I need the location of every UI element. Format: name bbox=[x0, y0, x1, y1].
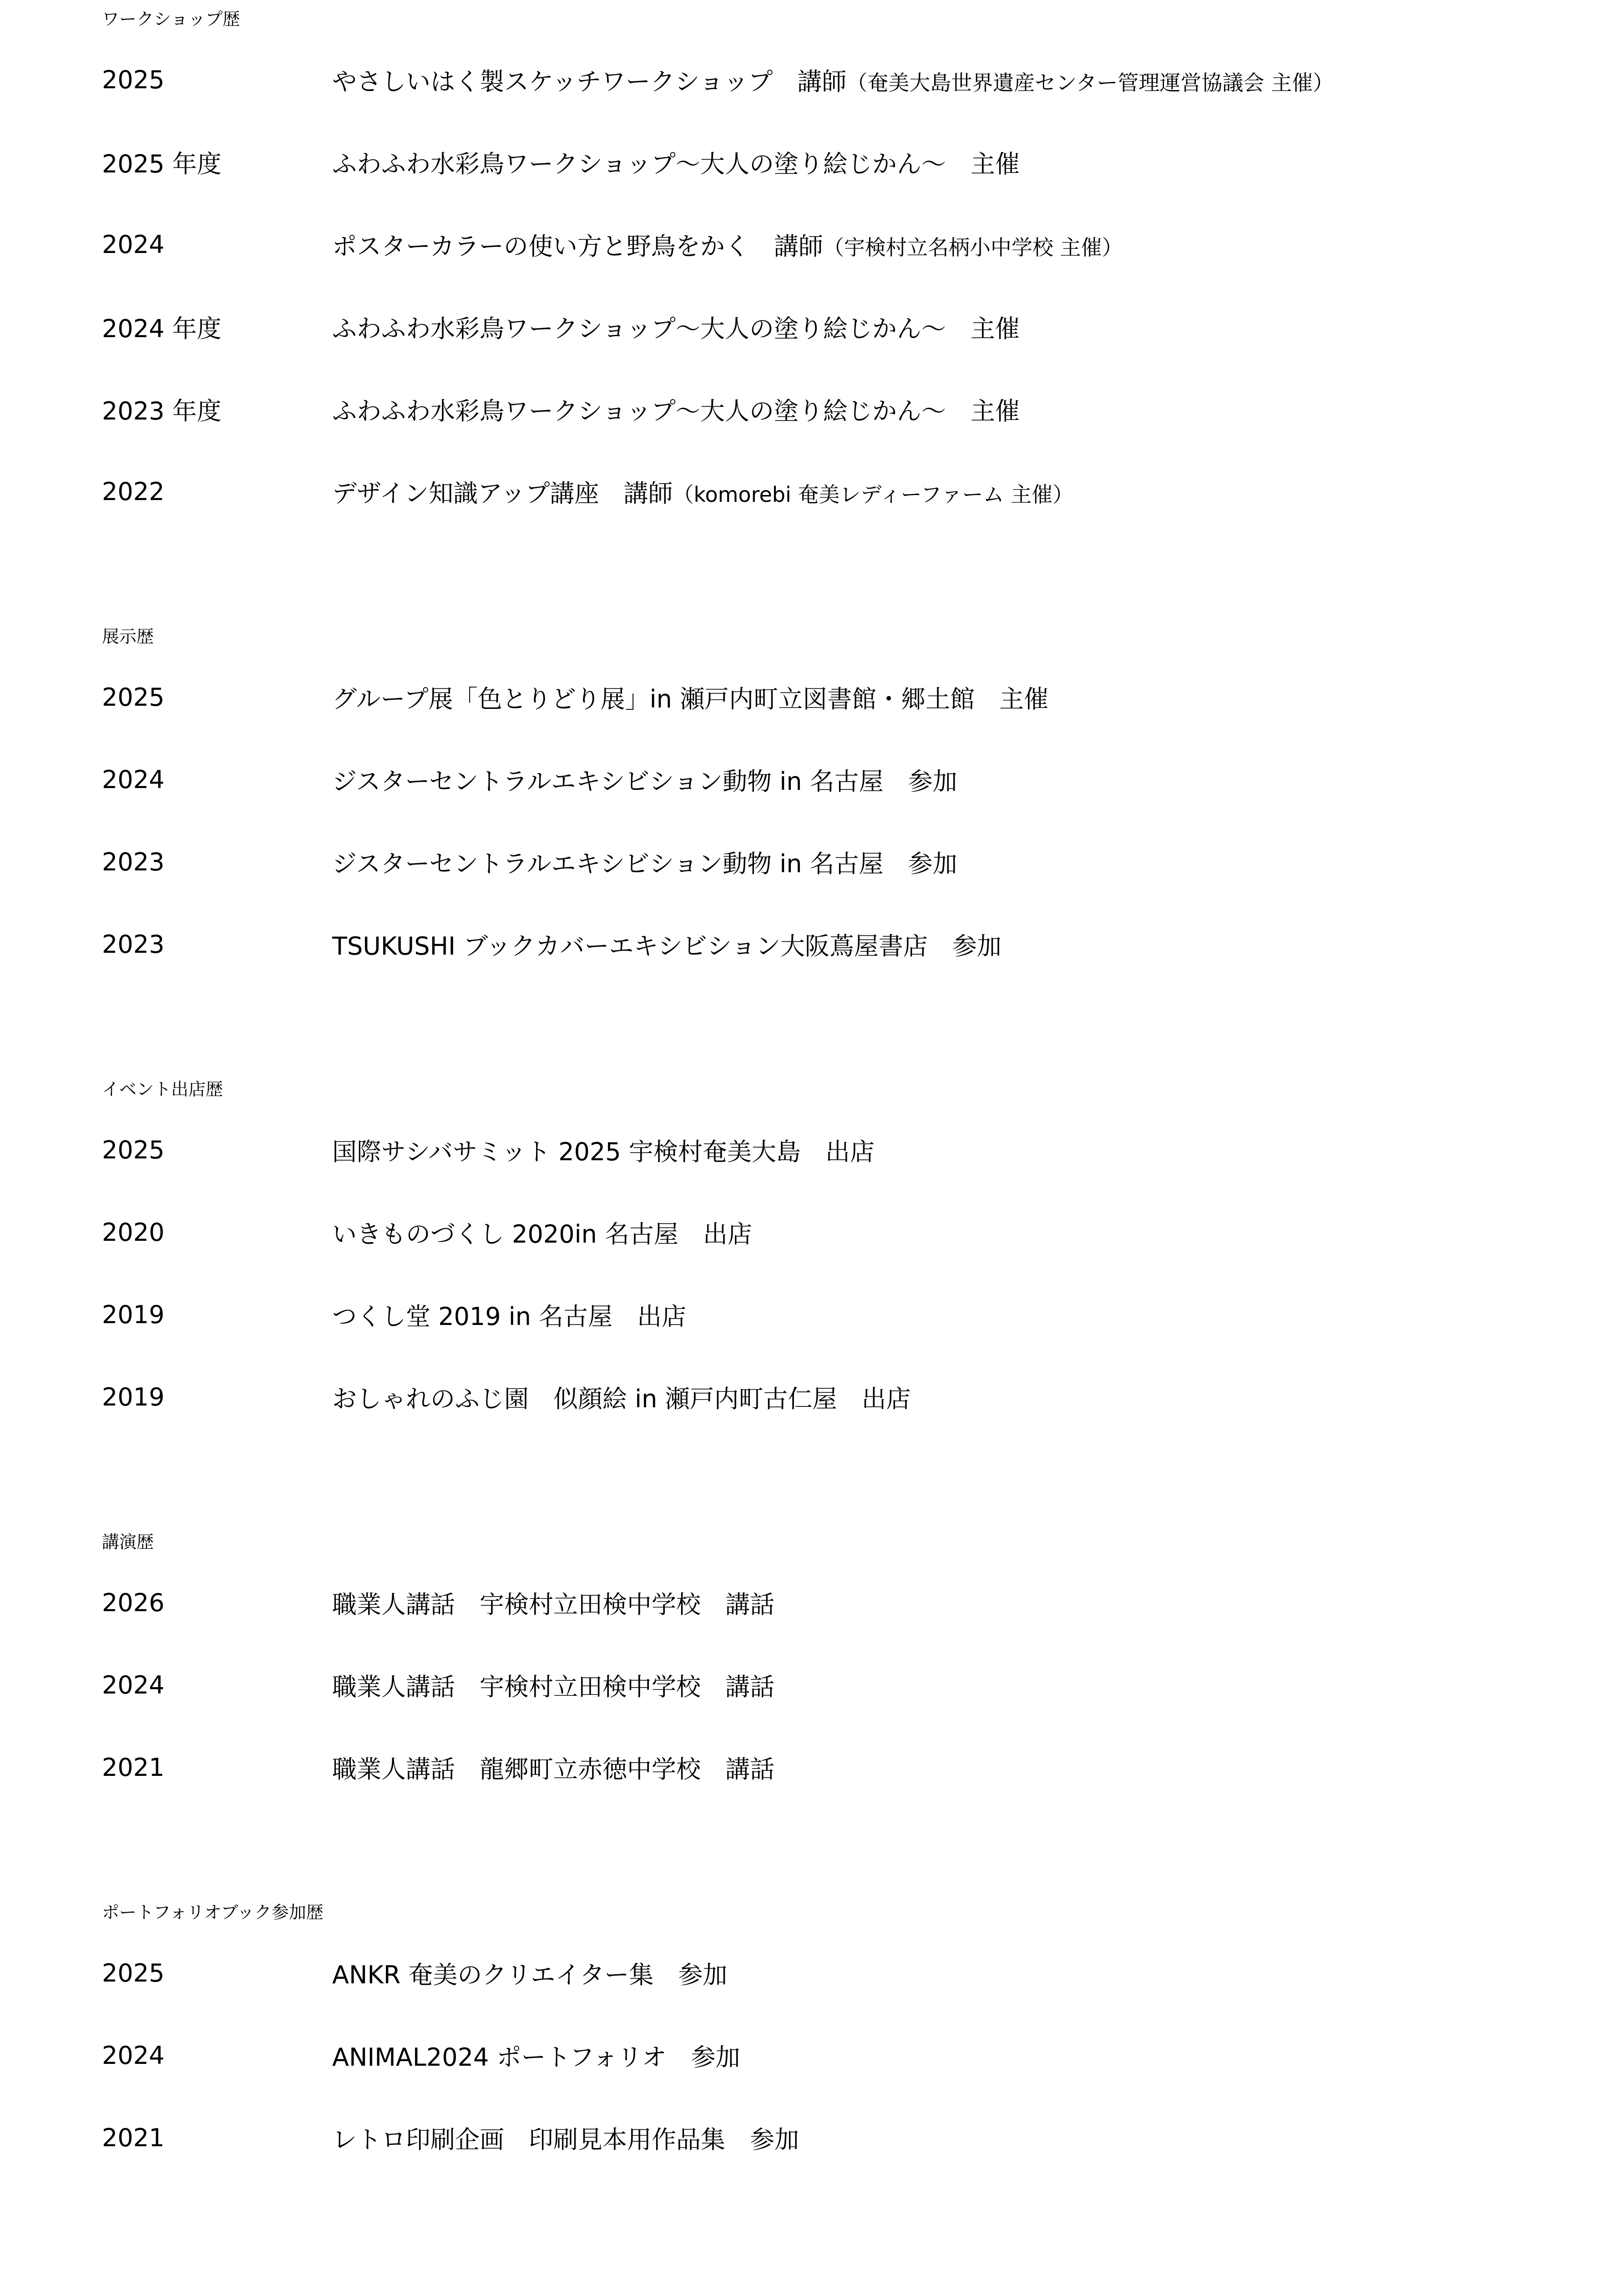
entry-description bbox=[332, 1380, 911, 1415]
entry-description bbox=[332, 2120, 799, 2155]
entry-year: 2024 bbox=[102, 1671, 165, 1699]
history-section bbox=[102, 1893, 1624, 2179]
entry-text: 職業人講話 宇検村立田検中学校 講話 bbox=[332, 1590, 774, 1619]
history-entry bbox=[102, 1356, 1624, 1438]
history-entry bbox=[102, 368, 1624, 450]
history-section bbox=[102, 617, 1624, 986]
entry-organizer-note: （komorebi 奄美レディーファーム 主催） bbox=[673, 482, 1074, 507]
entry-year: 2020 bbox=[102, 1218, 165, 1247]
history-entry bbox=[102, 2014, 1624, 2097]
entry-text: 職業人講話 宇検村立田検中学校 講話 bbox=[332, 1673, 774, 1701]
entry-text: デザイン知識アップ講座 講師 bbox=[332, 479, 673, 508]
entry-year: 2024 bbox=[102, 230, 165, 259]
entry-description bbox=[332, 1585, 774, 1620]
entry-description bbox=[332, 2038, 740, 2073]
entry-text: いきものづくし 2020in 名古屋 出店 bbox=[332, 1220, 752, 1249]
entry-text: ふわふわ水彩鳥ワークショップ〜大人の塗り絵じかん〜 主催 bbox=[332, 397, 1020, 425]
entry-description bbox=[332, 392, 1020, 427]
entry-description bbox=[332, 62, 1334, 97]
entry-text: ジスターセントラルエキシビション動物 in 名古屋 参加 bbox=[332, 767, 957, 796]
entry-text: ANKR 奄美のクリエイター集 参加 bbox=[332, 1961, 728, 1989]
entry-text: おしゃれのふじ園 似顔絵 in 瀬戸内町古仁屋 出店 bbox=[332, 1385, 911, 1413]
entry-year: 2022 bbox=[102, 477, 165, 506]
entry-year: 2025 bbox=[102, 1136, 165, 1164]
history-entry bbox=[102, 1644, 1624, 1726]
entry-year: 2024 年度 bbox=[102, 314, 222, 343]
history-entry bbox=[102, 1191, 1624, 1274]
section-title: イベント出店歴 bbox=[102, 1079, 223, 1099]
entry-text: グループ展「色とりどり展」in 瀬戸内町立図書館・郷土館 主催 bbox=[332, 685, 1049, 713]
entry-description bbox=[332, 474, 1073, 509]
entry-year: 2024 bbox=[102, 765, 165, 794]
entry-year: 2019 bbox=[102, 1300, 165, 1329]
entry-year: 2023 bbox=[102, 930, 165, 959]
entry-organizer-note: （奄美大島世界遺産センター管理運営協議会 主催） bbox=[846, 71, 1334, 95]
entry-text: 職業人講話 龍郷町立赤徳中学校 講話 bbox=[332, 1755, 774, 1784]
history-entry bbox=[102, 903, 1624, 986]
entry-year: 2025 bbox=[102, 1959, 165, 1987]
history-entry bbox=[102, 286, 1624, 368]
history-entry bbox=[102, 1726, 1624, 1809]
history-entry bbox=[102, 821, 1624, 903]
entry-text: ポスターカラーの使い方と野鳥をかく 講師 bbox=[332, 232, 823, 261]
entry-description bbox=[332, 844, 957, 880]
history-entry bbox=[102, 39, 1624, 121]
entry-text: ふわふわ水彩鳥ワークショップ〜大人の塗り絵じかん〜 主催 bbox=[332, 150, 1020, 178]
history-entry bbox=[102, 1109, 1624, 1191]
entry-description bbox=[332, 1215, 752, 1250]
history-entry bbox=[102, 1562, 1624, 1644]
entry-text: つくし堂 2019 in 名古屋 出店 bbox=[332, 1302, 687, 1331]
entry-description bbox=[332, 680, 1048, 715]
entry-year: 2025 bbox=[102, 66, 165, 94]
entry-text: レトロ印刷企画 印刷見本用作品集 参加 bbox=[332, 2125, 799, 2154]
entry-text: やさしいはく製スケッチワークショップ 講師 bbox=[332, 67, 847, 96]
entry-description bbox=[332, 927, 1002, 962]
entry-description bbox=[332, 762, 957, 797]
entry-year: 2024 bbox=[102, 2041, 165, 2070]
entry-description bbox=[332, 1132, 875, 1168]
entry-description bbox=[332, 1668, 774, 1703]
entry-description bbox=[332, 1297, 686, 1332]
section-title: ポートフォリオブック参加歴 bbox=[102, 1902, 324, 1922]
entry-text: TSUKUSHI ブックカバーエキシビション大阪蔦屋書店 参加 bbox=[332, 932, 1002, 961]
entry-year: 2019 bbox=[102, 1383, 165, 1411]
entry-year: 2021 bbox=[102, 1753, 165, 1782]
history-section bbox=[102, 1070, 1624, 1438]
history-section bbox=[102, 0, 1624, 533]
history-entry bbox=[102, 121, 1624, 203]
history-entry bbox=[102, 2097, 1624, 2179]
entry-year: 2025 年度 bbox=[102, 150, 222, 178]
history-entry bbox=[102, 203, 1624, 286]
entry-text: ANIMAL2024 ポートフォリオ 参加 bbox=[332, 2043, 740, 2072]
entry-description bbox=[332, 1750, 774, 1785]
entry-year: 2025 bbox=[102, 683, 165, 712]
entry-description bbox=[332, 145, 1020, 180]
entry-year: 2021 bbox=[102, 2123, 165, 2152]
section-title: 講演歴 bbox=[102, 1532, 154, 1552]
history-entry bbox=[102, 1932, 1624, 2014]
entry-description bbox=[332, 227, 1123, 262]
history-section bbox=[102, 1523, 1624, 1809]
entry-text: ふわふわ水彩鳥ワークショップ〜大人の塗り絵じかん〜 主催 bbox=[332, 314, 1020, 343]
entry-description bbox=[332, 309, 1020, 344]
history-entry bbox=[102, 1274, 1624, 1356]
section-title: ワークショップ歴 bbox=[102, 9, 240, 29]
entry-year: 2023 bbox=[102, 848, 165, 876]
history-entry bbox=[102, 656, 1624, 738]
entry-description bbox=[332, 1956, 727, 1991]
entry-year: 2026 bbox=[102, 1588, 165, 1617]
entry-text: 国際サシバサミット 2025 宇検村奄美大島 出店 bbox=[332, 1138, 875, 1166]
entry-text: ジスターセントラルエキシビション動物 in 名古屋 参加 bbox=[332, 849, 957, 878]
history-entry bbox=[102, 738, 1624, 821]
entry-organizer-note: （宇検村立名柄小中学校 主催） bbox=[823, 235, 1123, 260]
history-entry bbox=[102, 450, 1624, 533]
section-title: 展示歴 bbox=[102, 627, 154, 647]
entry-year: 2023 年度 bbox=[102, 397, 222, 425]
